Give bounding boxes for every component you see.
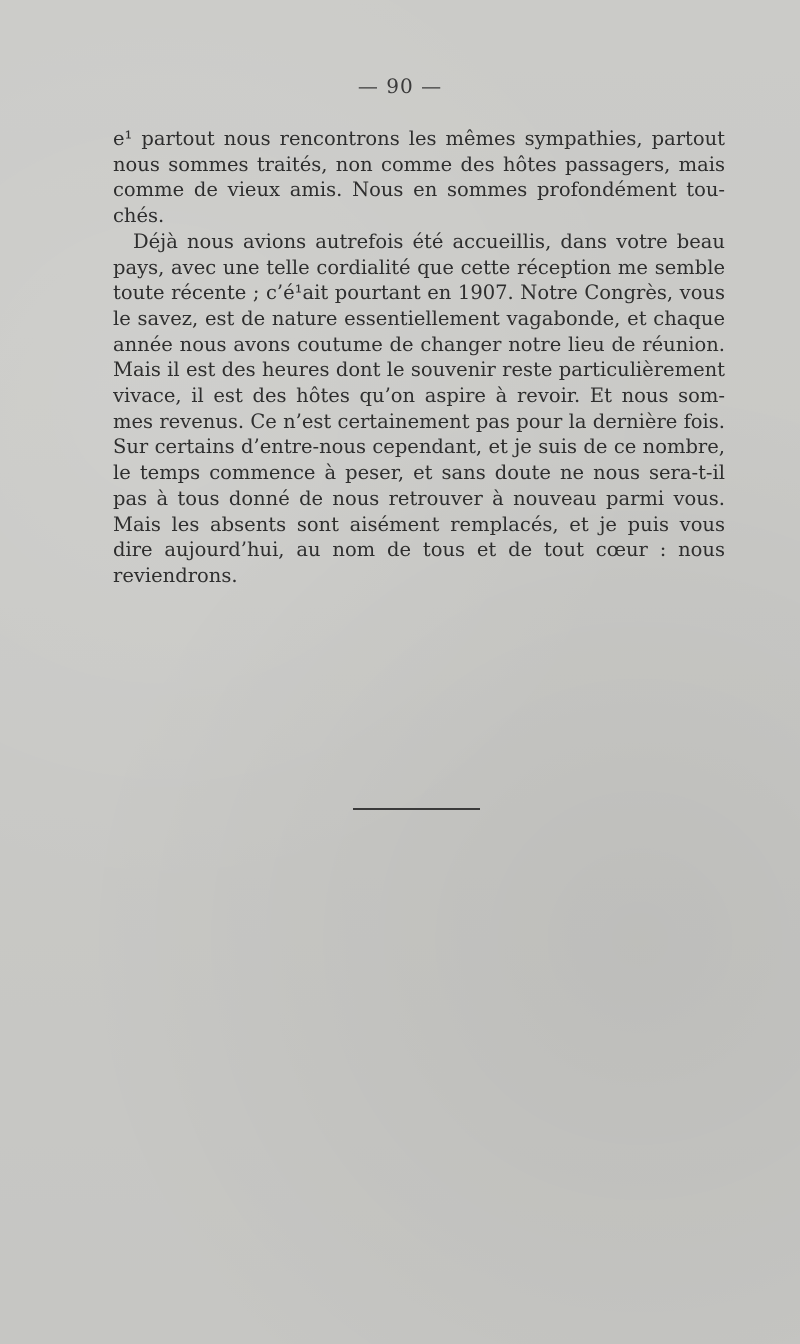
text-line: e¹ partout nous rencontrons les mêmes sympathies, partout — [113, 127, 725, 150]
text-line: chés. — [113, 204, 165, 228]
text-line: Déjà nous avions autrefois été accueillis, dans votre beau — [133, 229, 725, 253]
text-line: comme de vieux amis. Nous en sommes profondément tou- — [113, 178, 725, 202]
text-line: Mais il est des heures dont le souvenir reste particulièrement — [113, 358, 725, 382]
text-line: année nous avons coutume de changer notre lieu de réunion. — [113, 332, 725, 356]
text-line: mes revenus. Ce n’est certainement pas pour la dernière fois. — [113, 409, 725, 433]
text-line: le savez, est de nature essentiellement vagabonde, et chaque — [113, 306, 725, 330]
paragraph-2 — [113, 229, 725, 589]
text-line: reviendrons. — [113, 563, 238, 587]
text-line: nous sommes traités, non comme des hôtes passagers, mais — [113, 152, 725, 176]
text-line: pas à tous donné de nous retrouver à nouveau parmi vous. — [113, 486, 725, 510]
text-line: Sur certains d’entre-nous cependant, et je suis de ce nombre, — [113, 435, 725, 459]
text-line: le temps commence à peser, et sans doute ne nous sera-t-il — [113, 461, 725, 485]
text-line: vivace, il est des hôtes qu’on aspire à revoir. Et nous som- — [113, 384, 725, 408]
paragraph-1 — [113, 126, 725, 229]
text-line: pays, avec une telle cordialité que cette réception me semble — [113, 255, 725, 279]
section-divider — [353, 808, 480, 810]
body-text — [113, 126, 725, 589]
text-line: Mais les absents sont aisément remplacés, et je puis vous — [113, 512, 725, 536]
text-line: toute récente ; c’é¹ait pourtant en 1907. Notre Congrès, vous — [113, 281, 725, 305]
page-number: — 90 — — [357, 74, 443, 98]
text-line: dire aujourd’hui, au nom de tous et de tout cœur : nous — [113, 538, 725, 562]
